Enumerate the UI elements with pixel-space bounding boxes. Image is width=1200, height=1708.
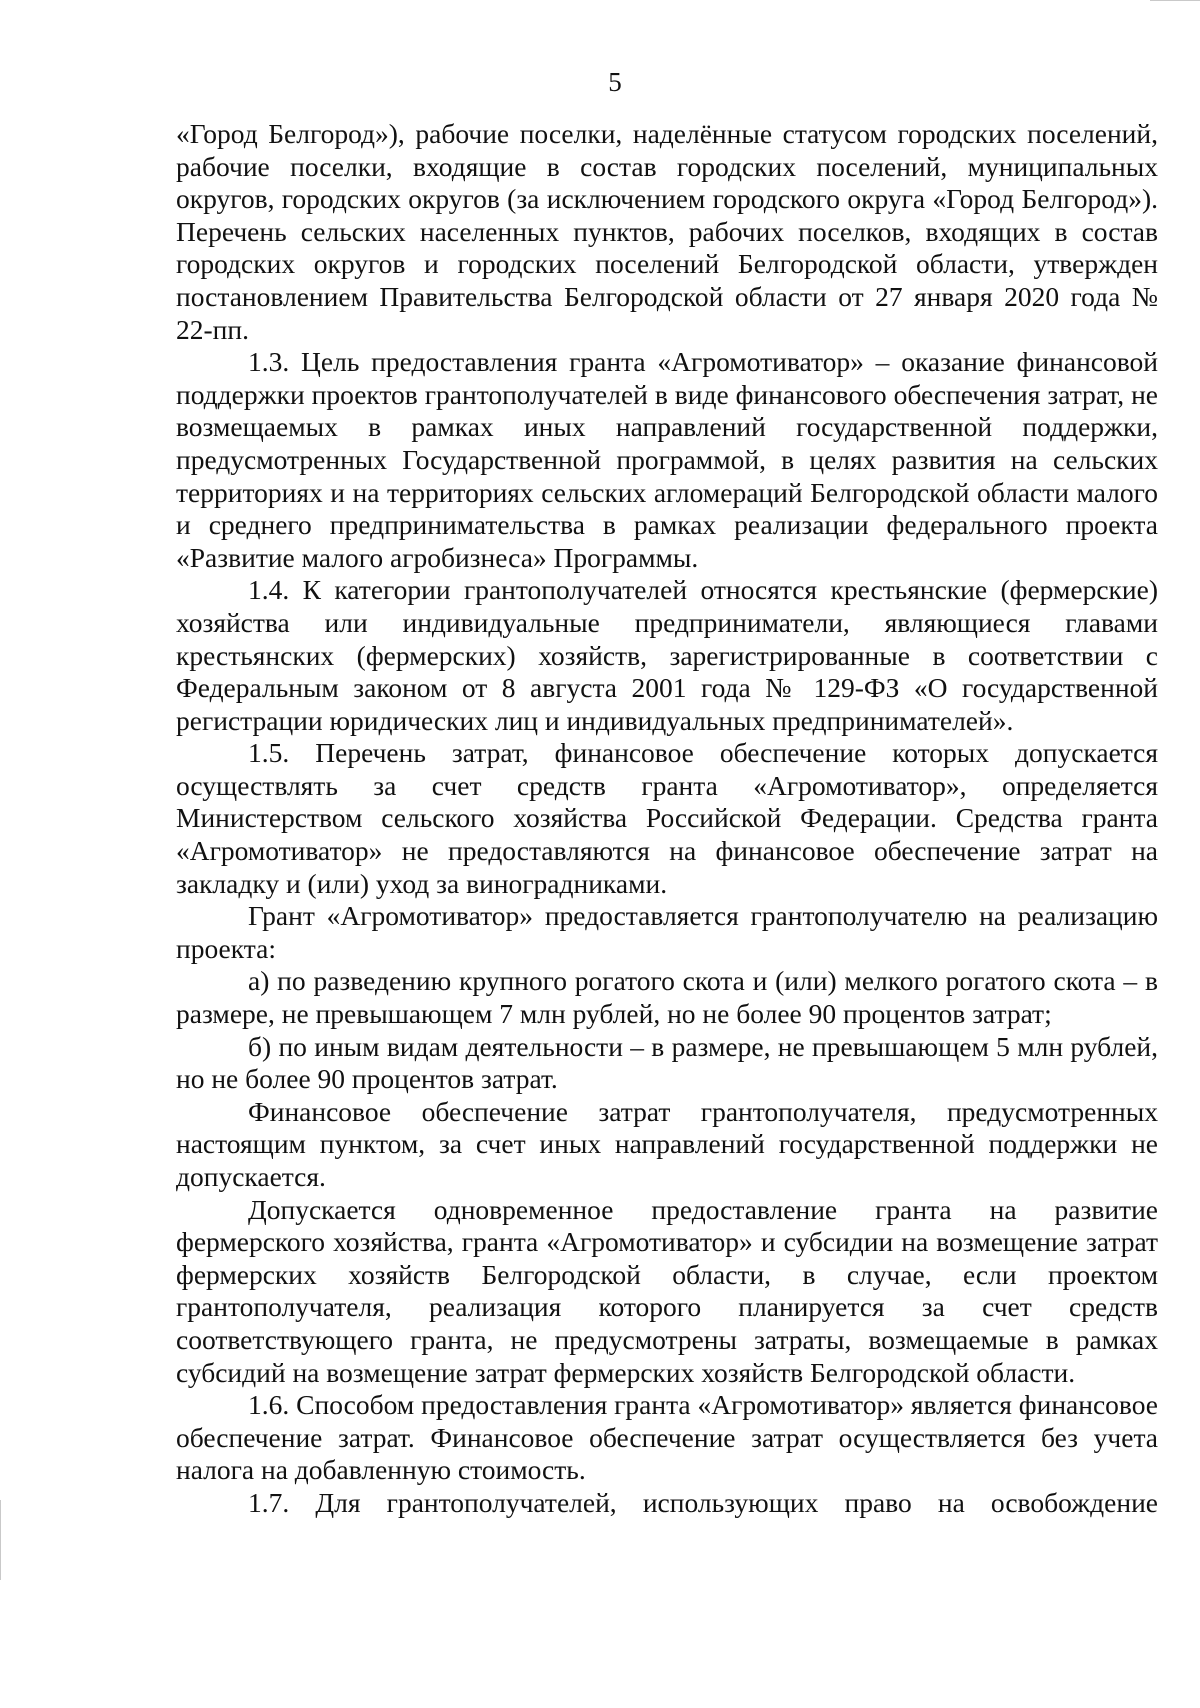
paragraph: Финансовое обеспечение затрат грантополучателя, предусмотренных настоящим пунктом, за счет иных направлений государственной поддержки не допускается. (176, 1095, 1158, 1192)
paragraph: 1.4. К категории грантополучателей относятся крестьянские (фермерские) хозяйства или индивидуальные предприниматели, являющиеся главами крестьянских (фермерских) хозяйств, зарегистрированные в соответствии с Федеральным законом от 8 августа 2001 года № 129-ФЗ «О государственной регистрации юридических лиц и индивидуальных предпринимателей». (176, 574, 1158, 736)
document-body (176, 118, 1158, 1520)
paragraph: «Город Белгород»), рабочие поселки, наделённые статусом городских поселений, рабочие поселки, входящие в состав городских поселений, муниципальных округов, городских округов (за исключением городского округа «Город Белгород»). Перечень сельских населенных пунктов, рабочих поселков, входящих в состав городских округов и городских поселений Белгородской области, утвержден постановлением Правительства Белгородской области от 27 января 2020 года № 22-пп. (176, 118, 1158, 345)
scan-edge-mark (1150, 0, 1200, 1)
paragraph: 1.3. Цель предоставления гранта «Агромотиватор» – оказание финансовой поддержки проектов грантополучателей в виде финансового обеспечения затрат, не возмещаемых в рамках иных направлений государственной поддержки, предусмотренных Государственной программой, в целях развития на сельских территориях и на территориях сельских агломераций Белгородской области малого и среднего предпринимательства в рамках реализации федерального проекта «Развитие малого агробизнеса» Программы. (176, 346, 1158, 573)
paragraph: 1.5. Перечень затрат, финансовое обеспечение которых допускается осуществлять за счет средств гранта «Агромотиватор», определяется Министерством сельского хозяйства Российской Федерации. Средства гранта «Агромотиватор» не предоставляются на финансовое обеспечение затрат на закладку и (или) уход за виноградниками. (176, 737, 1158, 899)
paragraph: а) по разведению крупного рогатого скота и (или) мелкого рогатого скота – в размере, не превышающем 7 млн рублей, но не более 90 процентов затрат; (176, 965, 1158, 1030)
paragraph: 1.6. Способом предоставления гранта «Агромотиватор» является финансовое обеспечение затрат. Финансовое обеспечение затрат осуществляется без учета налога на добавленную стоимость. (176, 1389, 1158, 1486)
paragraph: Грант «Агромотиватор» предоставляется грантополучателю на реализацию проекта: (176, 900, 1158, 964)
scan-edge-mark (0, 1500, 1, 1580)
paragraph: б) по иным видам деятельности – в размере, не превышающем 5 млн рублей, но не более 90 процентов затрат. (176, 1030, 1158, 1095)
page-number: 5 (608, 67, 622, 97)
paragraph: Допускается одновременное предоставление гранта на развитие фермерского хозяйства, гранта «Агромотиватор» и субсидии на возмещение затрат фермерских хозяйств Белгородской области, в случае, если проектом грантополучателя, реализация которого планируется за счет средств соответствующего гранта, не предусмотрены затраты, возмещаемые в рамках субсидий на возмещение затрат фермерских хозяйств Белгородской области. (176, 1193, 1158, 1388)
paragraph: 1.7. Для грантополучателей, использующих право на освобождение (248, 1486, 1158, 1518)
